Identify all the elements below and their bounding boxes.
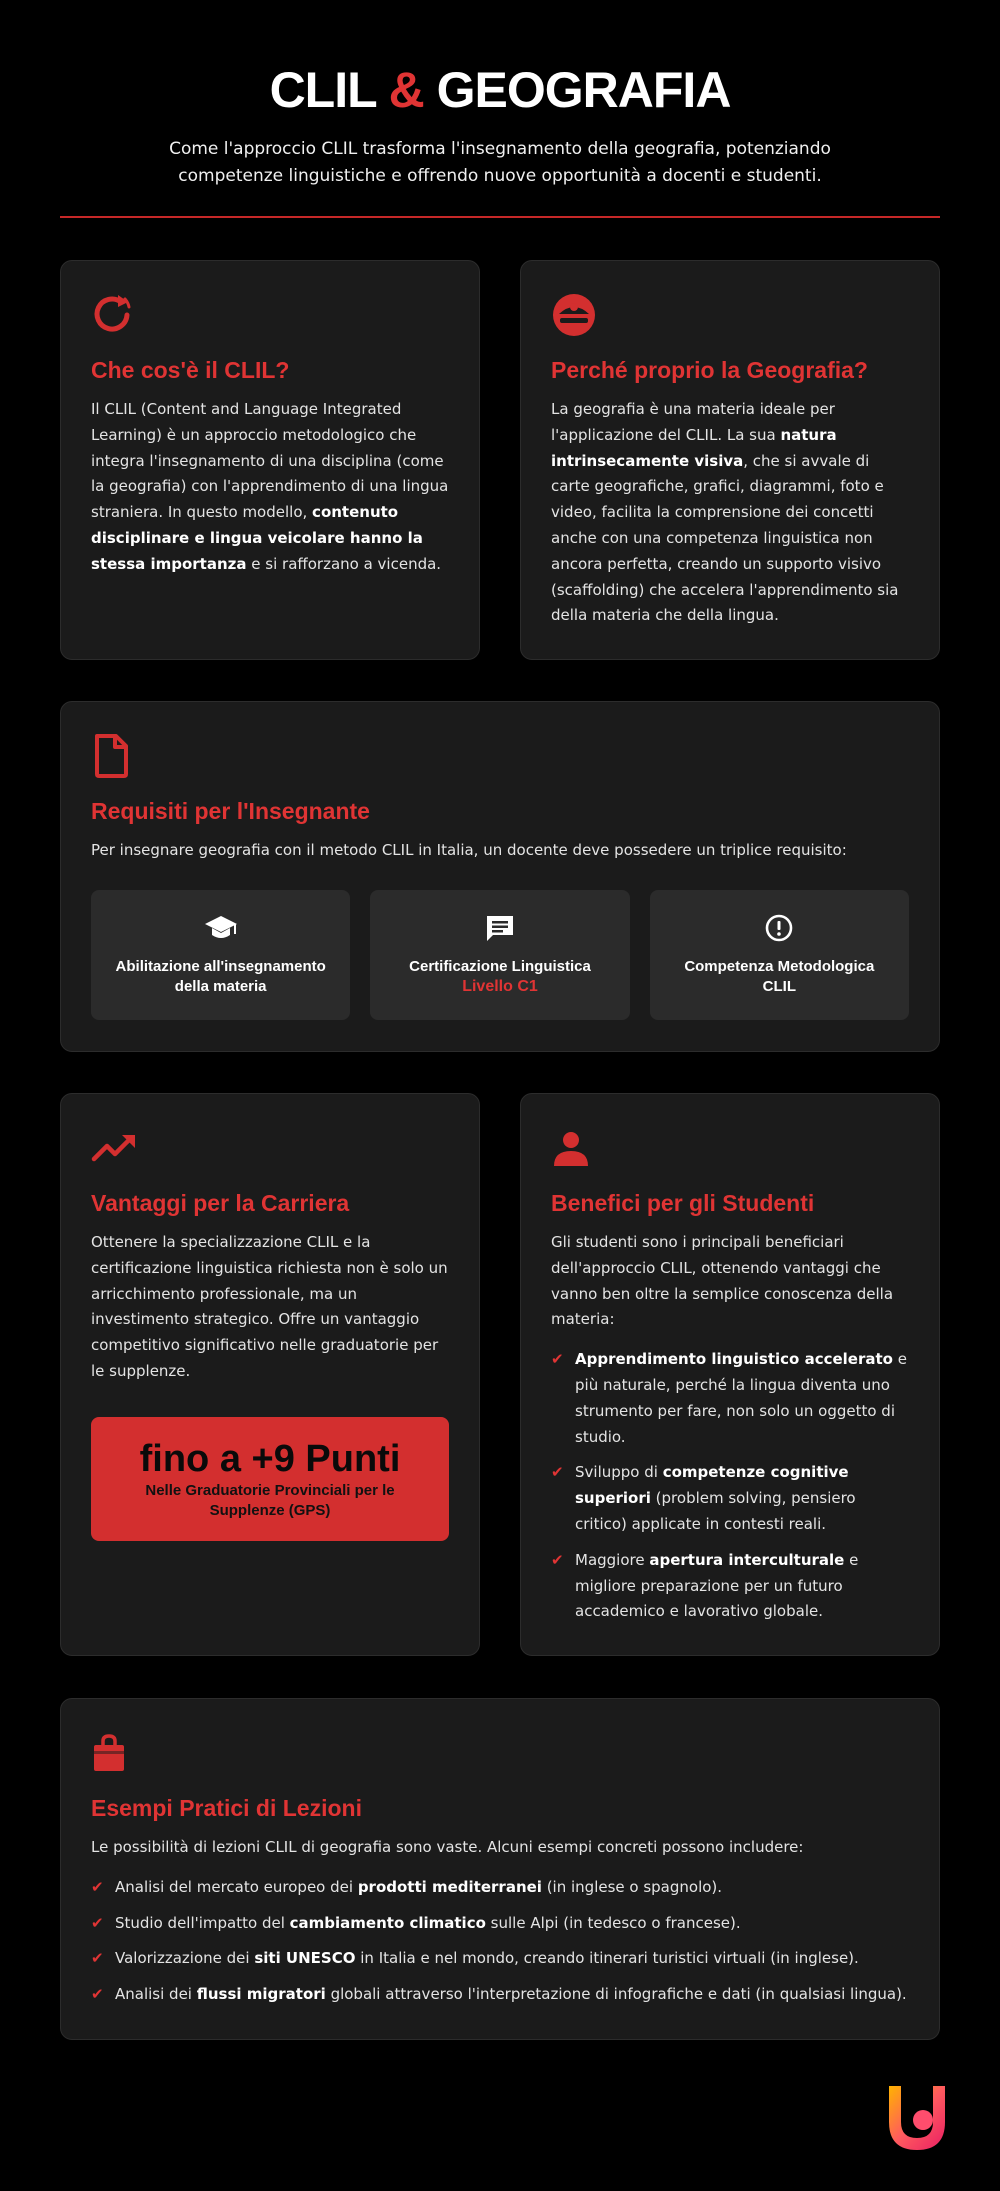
- globe-icon: [551, 291, 909, 339]
- list-item: ✔ Analisi dei flussi migratori globali attraverso l'interpretazione di infografiche e dati (in qualsiasi lingua).: [91, 1982, 909, 2008]
- page-title: [60, 60, 940, 120]
- list-item: ✔ Apprendimento linguistico accelerato e più naturale, perché la lingua diventa uno strumento per fare, non solo un oggetto di studio.: [551, 1347, 909, 1450]
- chat-icon: [484, 913, 516, 947]
- shopping-bag-icon: [91, 1729, 909, 1777]
- card-text: Per insegnare geografia con il metodo CLIL in Italia, un docente deve possedere un triplice requisito:: [91, 841, 847, 859]
- card-title: Vantaggi per la Carriera: [91, 1190, 350, 1216]
- user-icon: [551, 1124, 909, 1172]
- requirement-certificazione: [370, 890, 629, 1020]
- document-icon: [91, 732, 909, 780]
- check-icon: ✔: [91, 1985, 104, 2004]
- requirement-label: Certificazione Linguistica: [409, 957, 591, 975]
- card-requisiti: [60, 701, 940, 1052]
- benefits-list: [551, 1347, 909, 1625]
- requirements-list: [91, 890, 909, 1020]
- trending-up-icon: [91, 1124, 449, 1172]
- card-text: Ottenere la specializzazione CLIL e la certificazione linguistica richiesta non è solo un arricchimento professionale, ma un investimento strategico. Offre un vantaggio competitivo significativo nelle graduatorie per le supplenze.: [91, 1233, 448, 1380]
- check-icon: ✔: [551, 1463, 564, 1482]
- card-title: Requisiti per l'Insegnante: [91, 798, 370, 824]
- requirement-label: Competenza Metodologica CLIL: [684, 957, 875, 995]
- header: [60, 0, 940, 218]
- list-item: ✔ Sviluppo di competenze cognitive superiori (problem solving, pensiero critico) applicate in contesti reali.: [551, 1460, 909, 1537]
- title-ampersand: &: [388, 62, 424, 118]
- info-icon: [764, 913, 794, 947]
- brand-logo-icon[interactable]: [883, 2080, 959, 2160]
- page: [60, 0, 940, 218]
- header-divider: [60, 216, 940, 218]
- card-title: Perché proprio la Geografia?: [551, 357, 868, 383]
- requirement-abilitazione: [91, 890, 350, 1020]
- requirement-competenza: [650, 890, 909, 1020]
- card-esempi: [60, 1698, 940, 2040]
- check-icon: ✔: [91, 1877, 104, 1896]
- check-icon: ✔: [551, 1350, 564, 1369]
- card-clil: [60, 260, 480, 660]
- card-title: Esempi Pratici di Lezioni: [91, 1795, 362, 1821]
- card-carriera: [60, 1093, 480, 1656]
- list-item: ✔ Studio dell'impatto del cambiamento climatico sulle Alpi (in tedesco o francese).: [91, 1911, 909, 1937]
- card-title: Benefici per gli Studenti: [551, 1190, 815, 1216]
- graduation-cap-icon: [204, 913, 238, 947]
- check-icon: ✔: [551, 1550, 564, 1569]
- title-geografia: GEOGRAFIA: [423, 62, 731, 118]
- card-title: Che cos'è il CLIL?: [91, 357, 290, 383]
- list-item: ✔ Valorizzazione dei siti UNESCO in Italia e nel mondo, creando itinerari turistici virtuali (in inglese).: [91, 1946, 909, 1972]
- card-text: Gli studenti sono i principali beneficiari dell'approccio CLIL, ottenendo vantaggi che vanno ben oltre la semplice conoscenza della materia:: [551, 1233, 894, 1329]
- card-geografia: [520, 260, 940, 660]
- card-text: La geografia è una materia ideale per l'applicazione del CLIL. La sua natura intrinsecamente visiva, che si avvale di carte geografiche, grafici, diagrammi, foto e video, facilita la comprensione dei concetti anche con una competenza linguistica non ancora perfetta, creando un supporto visivo (scaffolding) che accelera l'apprendimento sia della materia che della lingua.: [551, 400, 899, 625]
- requirement-label: Abilitazione all'insegnamento della materia: [115, 957, 326, 995]
- refresh-icon: [91, 291, 449, 339]
- requirement-level: Livello C1: [462, 977, 538, 995]
- points-caption: Nelle Graduatorie Provinciali per le Supplenze (GPS): [145, 1481, 395, 1519]
- points-highlight: [91, 1417, 449, 1541]
- card-text: Le possibilità di lezioni CLIL di geografia sono vaste. Alcuni esempi concreti possono includere:: [91, 1838, 804, 1856]
- check-icon: ✔: [91, 1913, 104, 1932]
- title-clil: CLIL: [269, 62, 389, 118]
- list-item: ✔ Analisi del mercato europeo dei prodotti mediterranei (in inglese o spagnolo).: [91, 1875, 909, 1901]
- points-value: fino a +9 Punti: [139, 1437, 401, 1480]
- examples-list: [91, 1875, 909, 2008]
- page-subtitle: Come l'approccio CLIL trasforma l'insegnamento della geografia, potenziando competenze linguistiche e offrendo nuove opportunità a docenti e studenti.: [169, 139, 831, 186]
- check-icon: ✔: [91, 1949, 104, 1968]
- list-item: ✔ Maggiore apertura interculturale e migliore preparazione per un futuro accademico e lavorativo globale.: [551, 1548, 909, 1625]
- card-text: Il CLIL (Content and Language Integrated Learning) è un approccio metodologico che integra l'insegnamento di una disciplina (come la geografia) con l'apprendimento di una lingua straniera. In questo modello, contenuto disciplinare e lingua veicolare hanno la stessa importanza e si rafforzano a vicenda.: [91, 400, 449, 573]
- card-studenti: [520, 1093, 940, 1656]
